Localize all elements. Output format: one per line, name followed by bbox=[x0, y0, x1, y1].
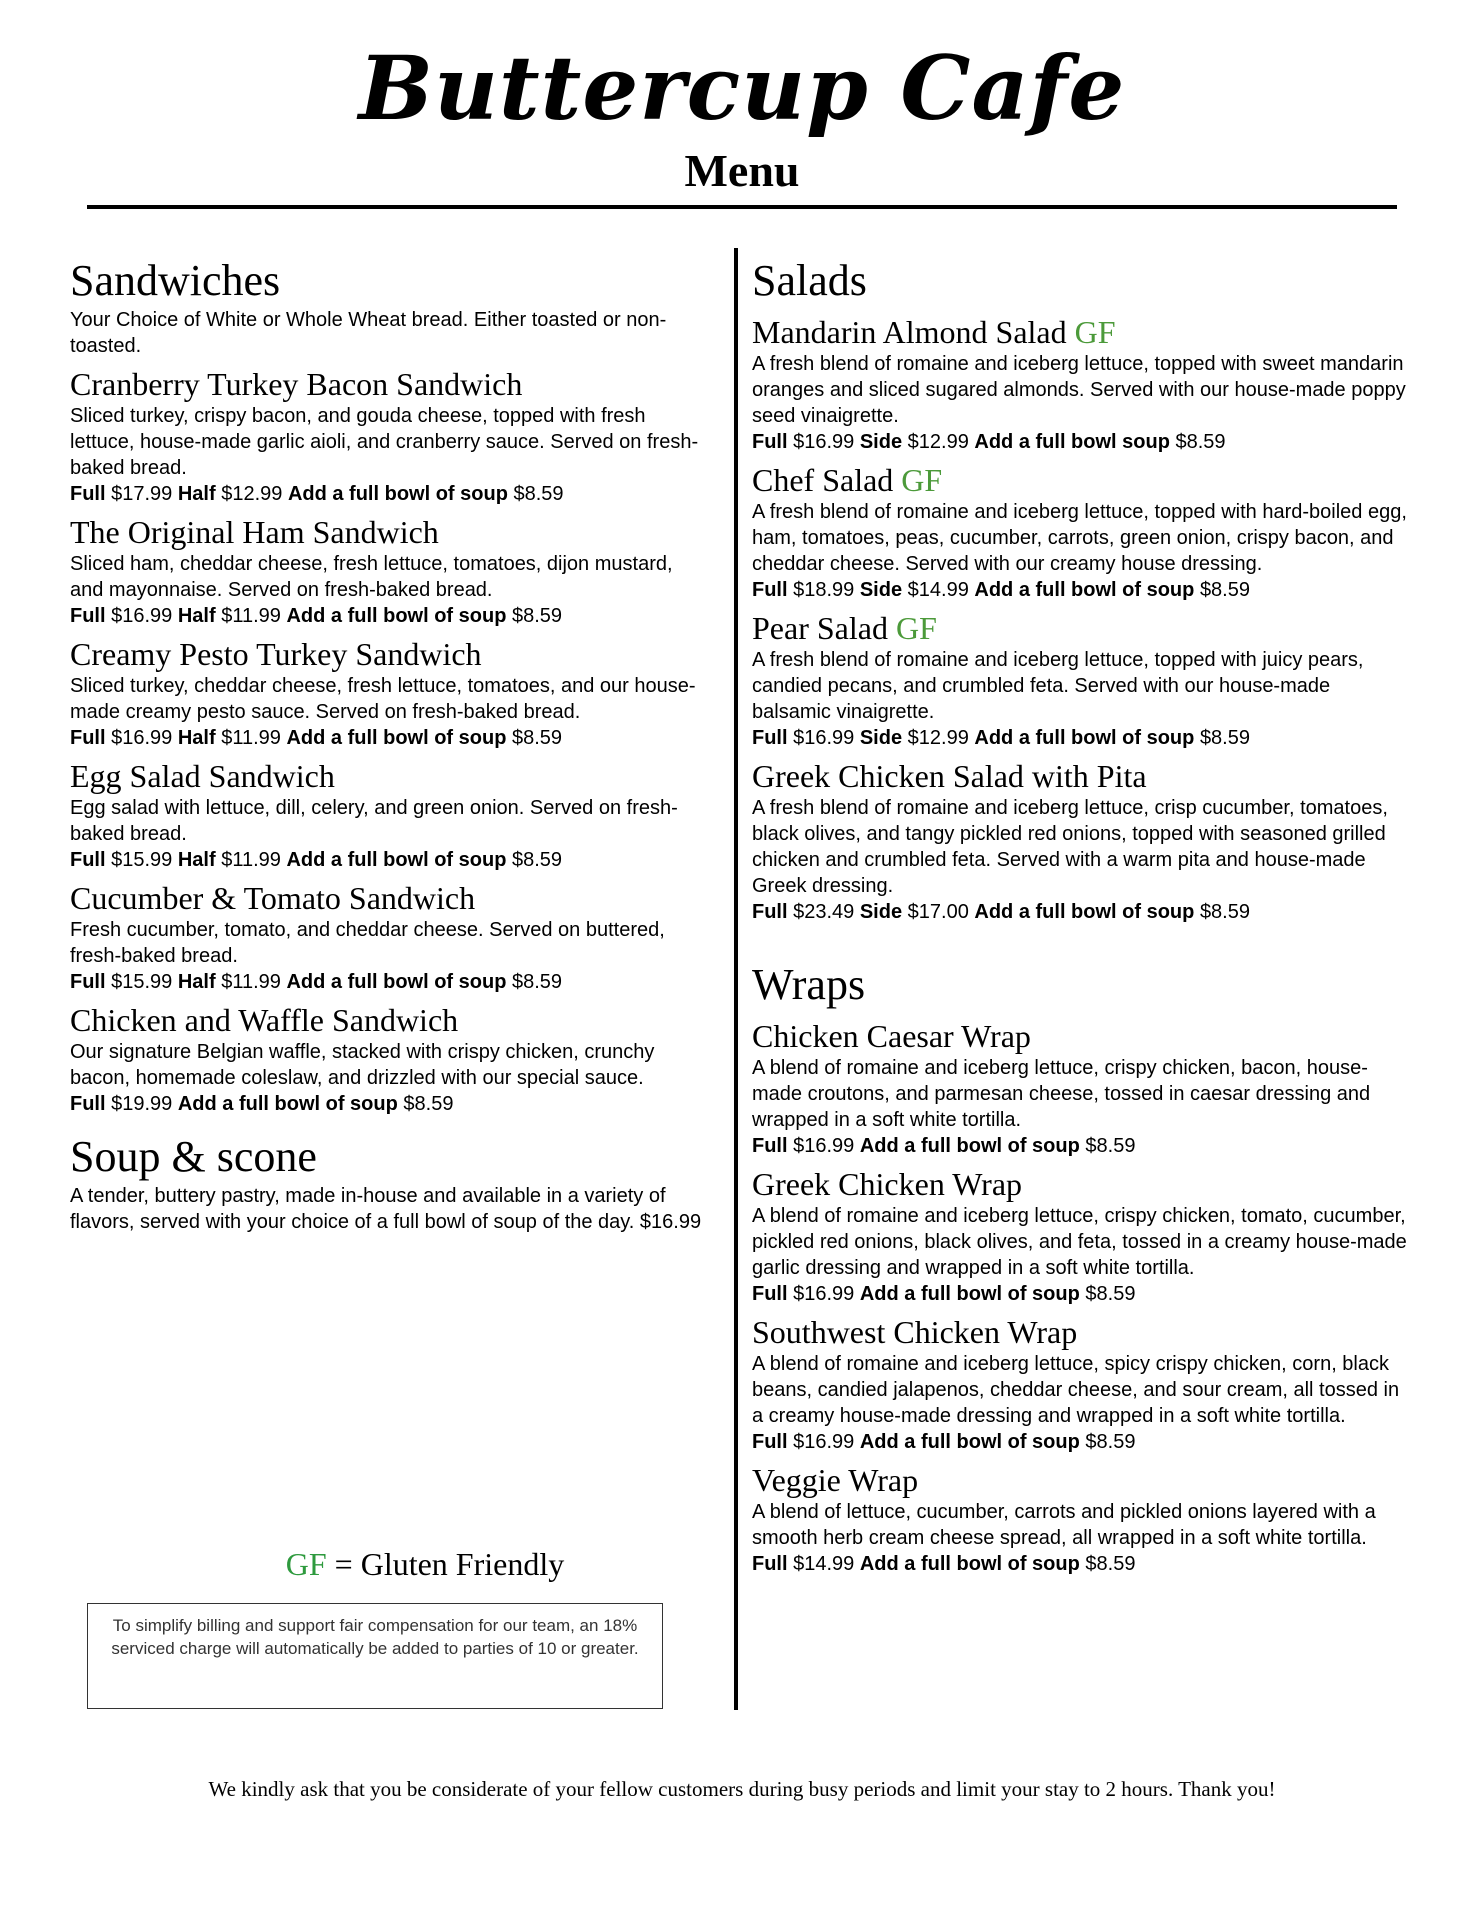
alt-price: $12.99 bbox=[907, 727, 969, 749]
full-label: Full bbox=[70, 971, 106, 993]
alt-label: Half bbox=[177, 605, 216, 627]
menu-item bbox=[70, 635, 710, 751]
soup-label: Add a full bowl of soup bbox=[286, 727, 507, 749]
full-label: Full bbox=[70, 483, 106, 505]
item-description: Sliced ham, cheddar cheese, fresh lettuce, tomatoes, dijon mustard, and mayonnaise. Served on fresh-baked bread. bbox=[70, 553, 673, 601]
item-title bbox=[70, 635, 710, 673]
menu-item bbox=[752, 313, 1412, 455]
menu-item bbox=[752, 609, 1412, 751]
right-column bbox=[752, 255, 1412, 1577]
full-label: Full bbox=[70, 605, 106, 627]
item-name: Greek Chicken Wrap bbox=[752, 1166, 1023, 1202]
item-title bbox=[70, 1001, 710, 1039]
item-description: Sliced turkey, crispy bacon, and gouda cheese, topped with fresh lettuce, house-made garlic aioli, and cranberry sauce. Served on fresh-baked bread. bbox=[70, 405, 699, 479]
item-description: A blend of romaine and iceberg lettuce, spicy crispy chicken, corn, black beans, candied jalapenos, cheddar cheese, and sour cream, all tossed in a creamy house-made dressing and wrapped in a soft white tortilla. bbox=[752, 1353, 1400, 1427]
soup-price: $8.59 bbox=[1085, 1431, 1136, 1453]
item-name: Chicken Caesar Wrap bbox=[752, 1018, 1031, 1054]
full-label: Full bbox=[70, 1093, 106, 1115]
item-title bbox=[70, 513, 710, 551]
item-name: Southwest Chicken Wrap bbox=[752, 1314, 1078, 1350]
gf-legend bbox=[210, 1545, 640, 1583]
section-title: Sandwiches bbox=[70, 256, 281, 305]
menu-item bbox=[752, 1165, 1412, 1307]
full-label: Full bbox=[752, 431, 788, 453]
soup-label: Add a full bowl of soup bbox=[287, 483, 508, 505]
full-price: $14.99 bbox=[793, 1553, 855, 1575]
item-title bbox=[752, 1313, 1412, 1351]
price-line bbox=[70, 481, 710, 507]
section-note: Your Choice of White or Whole Wheat bread. Either toasted or non-toasted. bbox=[70, 309, 667, 357]
item-title bbox=[752, 1461, 1412, 1499]
section-title: Salads bbox=[752, 256, 867, 305]
item-title bbox=[752, 461, 1412, 499]
soup-label: Add a full bowl of soup bbox=[859, 1135, 1080, 1157]
item-description: Egg salad with lettuce, dill, celery, and green onion. Served on fresh-baked bread. bbox=[70, 797, 678, 845]
soup-price: $8.59 bbox=[1199, 579, 1250, 601]
full-price: $18.99 bbox=[793, 579, 855, 601]
menu-item bbox=[70, 365, 710, 507]
wrap-list bbox=[752, 1017, 1412, 1577]
price-line bbox=[70, 969, 710, 995]
item-name: Greek Chicken Salad with Pita bbox=[752, 758, 1147, 794]
alt-label: Side bbox=[859, 431, 903, 453]
menu-item bbox=[70, 1001, 710, 1117]
item-description: A fresh blend of romaine and iceberg lettuce, crisp cucumber, tomatoes, black olives, and tangy pickled red onions, topped with seasoned grilled chicken and crumbled feta. Served with a warm pita and house-made Greek dressing. bbox=[752, 797, 1388, 897]
item-description: A fresh blend of romaine and iceberg lettuce, topped with juicy pears, candied pecans, and crumbled feta. Served with our house-made balsamic vinaigrette. bbox=[752, 649, 1364, 723]
item-name: Pear Salad bbox=[752, 610, 888, 646]
alt-label: Half bbox=[177, 971, 216, 993]
column-divider bbox=[734, 248, 738, 1710]
soup-label: Add a full bowl of soup bbox=[177, 1093, 398, 1115]
item-name: Cranberry Turkey Bacon Sandwich bbox=[70, 366, 523, 402]
salads-section bbox=[752, 255, 1412, 925]
soup-label: Add a full bowl of soup bbox=[286, 971, 507, 993]
soup-price: $8.59 bbox=[513, 483, 564, 505]
alt-label: Side bbox=[859, 901, 903, 923]
full-price: $15.99 bbox=[111, 849, 173, 871]
full-price: $19.99 bbox=[111, 1093, 173, 1115]
full-price: $16.99 bbox=[793, 727, 855, 749]
left-column bbox=[70, 255, 710, 1235]
menu-item bbox=[752, 1313, 1412, 1455]
alt-label: Half bbox=[177, 849, 216, 871]
price-line bbox=[752, 1133, 1412, 1159]
item-description: A blend of romaine and iceberg lettuce, crispy chicken, bacon, house-made croutons, and parmesan cheese, tossed in caesar dressing and wrapped in a soft white tortilla. bbox=[752, 1057, 1371, 1131]
full-price: $16.99 bbox=[111, 727, 173, 749]
full-price: $16.99 bbox=[793, 431, 855, 453]
full-label: Full bbox=[752, 579, 788, 601]
alt-price: $12.99 bbox=[221, 483, 283, 505]
full-price: $15.99 bbox=[111, 971, 173, 993]
alt-label: Side bbox=[859, 727, 903, 749]
price-line bbox=[70, 847, 710, 873]
item-name: Cucumber & Tomato Sandwich bbox=[70, 880, 476, 916]
menu-item bbox=[752, 461, 1412, 603]
item-name: Chicken and Waffle Sandwich bbox=[70, 1002, 459, 1038]
soup-label: Add a full bowl of soup bbox=[974, 901, 1195, 923]
item-name: The Original Ham Sandwich bbox=[70, 514, 439, 550]
menu-item bbox=[70, 513, 710, 629]
menu-item bbox=[70, 757, 710, 873]
item-title bbox=[752, 1165, 1412, 1203]
price-line bbox=[752, 899, 1412, 925]
item-description: A blend of lettuce, cucumber, carrots and pickled onions layered with a smooth herb cream cheese spread, all wrapped in a soft white tortilla. bbox=[752, 1501, 1376, 1549]
price-line bbox=[70, 1091, 710, 1117]
salad-list bbox=[752, 313, 1412, 925]
item-description: A fresh blend of romaine and iceberg lettuce, topped with hard-boiled egg, ham, tomatoes, peas, cucumber, carrots, green onion, crispy bacon, and cheddar cheese. Served with our creamy house dressing. bbox=[752, 501, 1407, 575]
gf-tag: GF bbox=[285, 1546, 327, 1582]
header-divider bbox=[87, 205, 1397, 209]
full-label: Full bbox=[70, 727, 106, 749]
soup-price: $8.59 bbox=[1175, 431, 1226, 453]
soup-label: Add a full bowl of soup bbox=[974, 579, 1195, 601]
item-description: A fresh blend of romaine and iceberg lettuce, topped with sweet mandarin oranges and sliced sugared almonds. Served with our house-made poppy seed vinaigrette. bbox=[752, 353, 1406, 427]
item-description: Our signature Belgian waffle, stacked with crispy chicken, crunchy bacon, homemade coleslaw, and drizzled with our special sauce. bbox=[70, 1041, 655, 1089]
price-line bbox=[752, 1281, 1412, 1307]
soup-price: $8.59 bbox=[1085, 1553, 1136, 1575]
soup-label: Add a full bowl of soup bbox=[859, 1553, 1080, 1575]
soup-label: Add a full bowl of soup bbox=[859, 1431, 1080, 1453]
alt-price: $11.99 bbox=[221, 971, 281, 993]
full-label: Full bbox=[752, 1135, 788, 1157]
gf-tag: GF bbox=[1074, 314, 1116, 350]
full-label: Full bbox=[752, 901, 788, 923]
full-price: $23.49 bbox=[793, 901, 855, 923]
soup-label: Add a full bowl soup bbox=[974, 431, 1170, 453]
soup-price: $8.59 bbox=[1199, 727, 1250, 749]
item-title bbox=[752, 313, 1412, 351]
alt-price: $17.00 bbox=[907, 901, 969, 923]
section-title: Soup & scone bbox=[70, 1132, 317, 1181]
gf-tag: GF bbox=[901, 462, 943, 498]
full-price: $16.99 bbox=[793, 1283, 855, 1305]
service-charge-notice: To simplify billing and support fair compensation for our team, an 18% serviced charge will automatically be added to parties of 10 or greater. bbox=[87, 1603, 663, 1709]
price-line bbox=[752, 577, 1412, 603]
soup-label: Add a full bowl of soup bbox=[974, 727, 1195, 749]
item-name: Chef Salad bbox=[752, 462, 894, 498]
footer-note: We kindly ask that you be considerate of your fellow customers during busy periods and limit your stay to 2 hours. Thank you! bbox=[208, 1777, 1276, 1801]
item-title bbox=[70, 879, 710, 917]
soup-label: Add a full bowl of soup bbox=[286, 605, 507, 627]
menu-item bbox=[752, 1461, 1412, 1577]
price-line bbox=[752, 429, 1412, 455]
full-label: Full bbox=[752, 727, 788, 749]
soup-price: $8.59 bbox=[512, 849, 563, 871]
menu-label: Menu bbox=[684, 145, 800, 196]
menu-item bbox=[752, 1017, 1412, 1159]
item-name: Egg Salad Sandwich bbox=[70, 758, 335, 794]
full-label: Full bbox=[752, 1553, 788, 1575]
price-line bbox=[70, 603, 710, 629]
price-line bbox=[752, 725, 1412, 751]
item-title bbox=[752, 757, 1412, 795]
item-title bbox=[752, 609, 1412, 647]
price-line bbox=[70, 725, 710, 751]
item-description: A tender, buttery pastry, made in-house and available in a variety of flavors, served with your choice of a full bowl of soup of the day. $16.99 bbox=[70, 1185, 702, 1233]
sandwich-list bbox=[70, 365, 710, 1117]
full-price: $16.99 bbox=[793, 1135, 855, 1157]
alt-price: $11.99 bbox=[221, 849, 281, 871]
item-name: Veggie Wrap bbox=[752, 1462, 919, 1498]
soup-price: $8.59 bbox=[512, 605, 563, 627]
full-label: Full bbox=[70, 849, 106, 871]
full-label: Full bbox=[752, 1283, 788, 1305]
soup-price: $8.59 bbox=[1199, 901, 1250, 923]
alt-label: Side bbox=[859, 579, 903, 601]
price-line bbox=[752, 1551, 1412, 1577]
soup-label: Add a full bowl of soup bbox=[859, 1283, 1080, 1305]
item-title bbox=[70, 365, 710, 403]
alt-price: $14.99 bbox=[907, 579, 969, 601]
soup-label: Add a full bowl of soup bbox=[286, 849, 507, 871]
full-label: Full bbox=[752, 1431, 788, 1453]
item-title bbox=[752, 1017, 1412, 1055]
item-description: A blend of romaine and iceberg lettuce, crispy chicken, tomato, cucumber, pickled red onions, black olives, and feta, tossed in a creamy house-made garlic dressing and wrapped in a soft white tortilla. bbox=[752, 1205, 1407, 1279]
item-title bbox=[70, 757, 710, 795]
price-line bbox=[752, 1429, 1412, 1455]
alt-price: $12.99 bbox=[907, 431, 969, 453]
item-name: Mandarin Almond Salad bbox=[752, 314, 1067, 350]
soup-price: $8.59 bbox=[403, 1093, 454, 1115]
section-title: Wraps bbox=[752, 960, 866, 1009]
sandwiches-section bbox=[70, 255, 710, 1117]
alt-label: Half bbox=[177, 483, 216, 505]
menu-item bbox=[752, 757, 1412, 925]
item-name: Creamy Pesto Turkey Sandwich bbox=[70, 636, 482, 672]
soup-price: $8.59 bbox=[512, 727, 563, 749]
gf-tag: GF bbox=[895, 610, 937, 646]
alt-price: $11.99 bbox=[221, 605, 281, 627]
item-description: Sliced turkey, cheddar cheese, fresh lettuce, tomatoes, and our house-made creamy pesto sauce. Served on fresh-baked bread. bbox=[70, 675, 696, 723]
full-price: $17.99 bbox=[111, 483, 173, 505]
item-description: Fresh cucumber, tomato, and cheddar cheese. Served on buttered, fresh-baked bread. bbox=[70, 919, 665, 967]
soup-scone-section bbox=[70, 1131, 710, 1235]
soup-price: $8.59 bbox=[512, 971, 563, 993]
wraps-section bbox=[752, 959, 1412, 1577]
full-price: $16.99 bbox=[111, 605, 173, 627]
alt-price: $11.99 bbox=[221, 727, 281, 749]
cafe-name: Buttercup Cafe bbox=[358, 36, 1126, 140]
soup-price: $8.59 bbox=[1085, 1283, 1136, 1305]
gf-legend-text: = Gluten Friendly bbox=[326, 1546, 565, 1582]
alt-label: Half bbox=[177, 727, 216, 749]
full-price: $16.99 bbox=[793, 1431, 855, 1453]
menu-item bbox=[70, 879, 710, 995]
soup-price: $8.59 bbox=[1085, 1135, 1136, 1157]
